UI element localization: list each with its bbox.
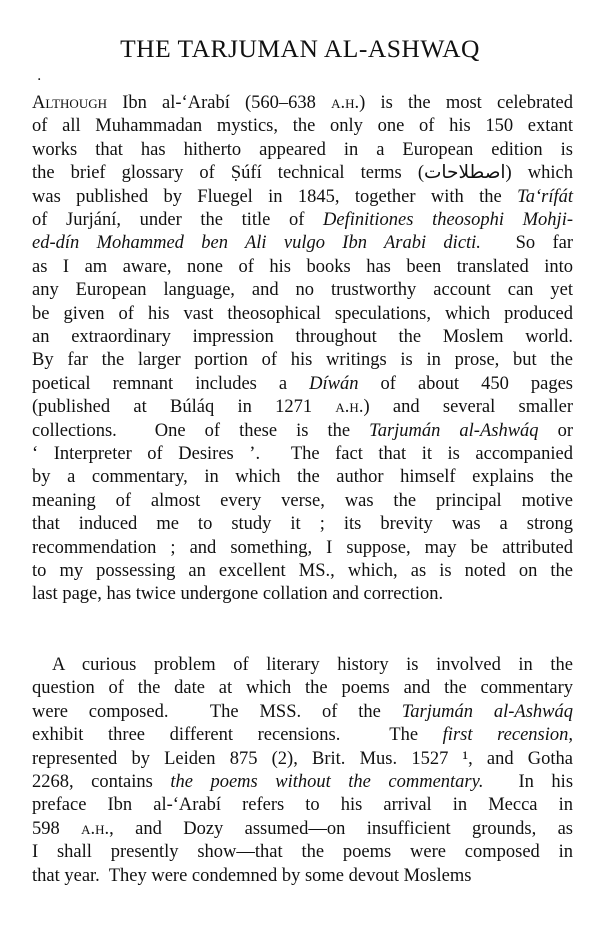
text-line	[32, 699, 573, 725]
text-line	[32, 394, 573, 420]
text-run: as I am aware, none of his books has been translated into	[32, 256, 573, 277]
stray-mark: ·	[37, 72, 42, 88]
text-run: were composed. The MSS. of the	[32, 701, 402, 722]
text-run: By far the larger portion of his writings is in prose, but the	[32, 350, 573, 371]
italic-text: first recension,	[442, 725, 573, 746]
text-run: last page, has twice undergone collation and correction.	[32, 584, 444, 605]
text-run: 2268, contains	[32, 772, 171, 792]
text-run: to my possessing an excellent MS., which, as is noted on the	[32, 561, 573, 581]
text-run: of about 450 pages	[358, 373, 574, 394]
text-line	[32, 746, 573, 772]
text-line	[32, 675, 573, 701]
small-caps-text: a.h.	[335, 397, 364, 418]
text-run: poetical remnant includes a	[32, 373, 310, 394]
text-run: an extraordinary impression throughout the Moslem world.	[32, 327, 573, 347]
text-line	[32, 371, 573, 397]
text-line	[32, 558, 573, 584]
text-line	[32, 839, 573, 865]
text-run: ) and several smaller	[363, 397, 573, 418]
text-run: be given of his vast theosophical speculations, which produced	[32, 303, 573, 324]
page-title: THE TARJUMAN AL-ASHWAQ	[120, 34, 480, 63]
text-run: of Jurjání, under the title of	[32, 210, 324, 230]
small-caps-text: a.h.	[81, 818, 110, 839]
text-line	[32, 488, 573, 514]
small-caps-text: a.h.	[331, 93, 360, 113]
text-line	[32, 324, 573, 350]
text-run: question of the date at which the poems and the commentary	[32, 678, 573, 699]
text-line	[32, 769, 573, 795]
text-line	[32, 441, 573, 467]
text-line	[32, 418, 573, 444]
text-run: that year. They were condemned by some devout Moslems	[32, 865, 472, 886]
text-line	[32, 301, 573, 327]
italic-text: Tarjumán al-Ashwáq	[401, 701, 573, 722]
text-line	[32, 277, 573, 303]
text-run: meaning of almost every verse, was the principal motive	[32, 490, 573, 511]
text-run: collections. One of these is the	[32, 420, 370, 441]
text-run: preface Ibn al-‘Arabí refers to his arrival in Mecca in	[32, 795, 573, 816]
text-line	[32, 230, 573, 256]
text-run: (published at Búláq in 1271	[32, 397, 336, 418]
text-run: by a commentary, in which the author himself explains the	[32, 467, 573, 488]
italic-text: Definitiones theosophi Mohji-	[323, 210, 573, 230]
text-line	[32, 160, 573, 186]
text-run: that induced me to study it ; its brevity was a strong	[32, 514, 573, 535]
text-run: In his	[483, 772, 574, 792]
text-run: of all Muhammadan mystics, the only one of his 150 extant	[32, 116, 573, 137]
text-run: was published by Fluegel in 1845, together with the	[32, 186, 518, 207]
text-line	[32, 184, 573, 210]
text-run: recommendation ; and something, I suppose, may be attributed	[32, 537, 573, 558]
text-line	[32, 792, 573, 818]
text-line	[52, 652, 573, 678]
text-run: ) is the most celebrated	[359, 93, 573, 113]
text-line	[32, 816, 573, 842]
text-line	[32, 113, 573, 139]
text-run: 598	[32, 818, 82, 839]
text-line	[32, 722, 573, 748]
text-line	[32, 347, 573, 373]
text-run: exhibit three different recensions. The	[32, 725, 443, 746]
italic-text: ed-dín Mohammed ben Ali vulgo Ibn Arabi dicti.	[32, 233, 481, 254]
text-line	[32, 535, 573, 561]
text-line	[32, 464, 573, 490]
text-line	[32, 137, 573, 163]
italic-text: Tarjumán al-Ashwáq	[369, 420, 539, 441]
text-run: A curious problem of literary history is involved in the	[52, 655, 573, 675]
small-caps-text: Although	[32, 93, 107, 113]
text-line	[32, 254, 573, 280]
text-line	[32, 511, 573, 537]
text-line	[32, 863, 573, 889]
text-run: Ibn al-‘Arabí (560–638	[107, 93, 332, 113]
text-run: I shall presently show—that the poems were composed in	[32, 842, 573, 863]
text-run: So far	[480, 233, 573, 254]
text-run: any European language, and no trustworthy account can yet	[32, 280, 573, 301]
italic-text: Ta‘rífát	[517, 186, 573, 207]
text-line	[32, 581, 573, 607]
text-run: or	[538, 420, 573, 441]
text-run: works that has hitherto appeared in a European edition is	[32, 139, 573, 160]
text-run: the brief glossary of Ṣúfí technical terms (اصطلاحات) which	[32, 163, 573, 184]
text-run: , and Dozy assumed—on insufficient grounds, as	[109, 818, 574, 839]
text-run: represented by Leiden 875 (2), Brit. Mus. 1527 ¹, and Gotha	[32, 748, 573, 769]
text-run: ‘ Interpreter of Desires ’. The fact that it is accompanied	[32, 444, 573, 464]
italic-text: the poems without the commentary.	[170, 772, 484, 792]
italic-text: Díwán	[309, 373, 359, 394]
text-line	[32, 90, 573, 116]
text-line	[32, 207, 573, 233]
